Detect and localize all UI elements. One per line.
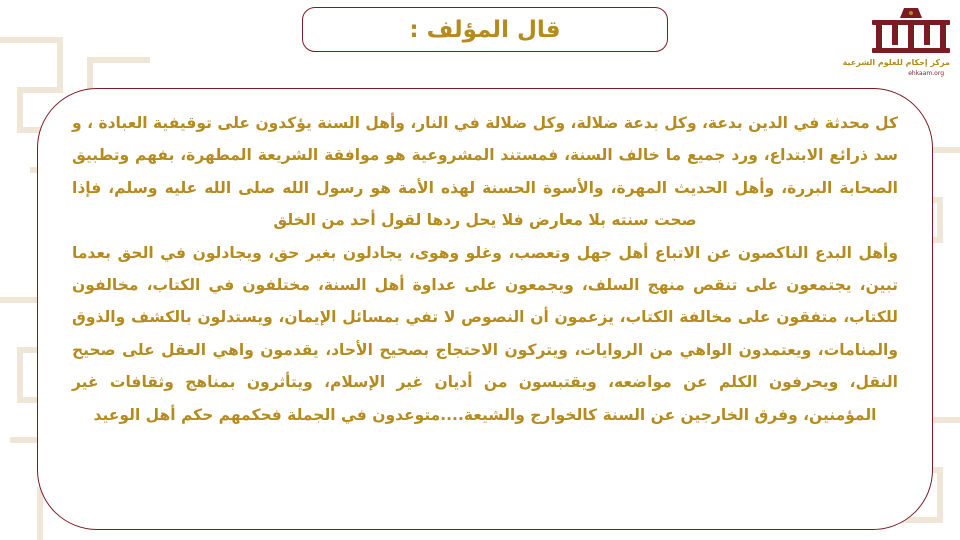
logo (842, 4, 954, 80)
page-title: قال المؤلف : (409, 16, 561, 43)
logo-subtitle-2: ehkaam.org (908, 70, 944, 77)
paragraph-2: وأهل البدع الناكصون عن الاتباع أهل جهل وتعصب، وغلو وهوى، يجادلون بغير حق، ويجادلون في الحق بعدما تبين، يجتمعون على تنقص منهج السلف، ويجمعون على عداوة أهل السنة، مختلفون في الكتاب، مخالفون للكتاب، متفقون على مخالفة الكتاب، يزعمون أن النصوص لا تفي بمسائل الإيمان، ويستدلون بالكشف والذوق والمنامات، ويعتمدون الواهي من الروايات، ويتركون الاحتجاج بصحيح الأحاد، يقدمون واهي العقل على صحيح النقل، ويحرفون الكلم عن مواضعه، ويقتبسون من أديان غير الإسلام، ويتأثرون بمناهج وثقافات غير المؤمنين، وفرق الخارجين عن السنة كالخوارج والشيعة....متوعدون في الجملة فحكمهم حكم أهل الوعيد (72, 243, 898, 424)
content-box (37, 88, 933, 530)
ehkaam-logo-icon (868, 4, 954, 58)
logo-subtitle: مركز إحكام للعلوم الشرعية (842, 58, 950, 67)
paragraph-1: كل محدثة في الدين بدعة، وكل بدعة ضلالة، وكل ضلالة في النار، وأهل السنة يؤكدون على توقيفية العبادة ، و سد ذرائع الابتداع، ورد جميع ما خالف السنة، فمستند المشروعية هو موافقة الشريعة المطهرة، بفهم وتطبيق الصحابة البررة، وأهل الحديث المهرة، والأسوة الحسنة لهذه الأمة هو رسول الله صلى الله عليه وسلم، فإذا صحت سنته بلا معارض فلا يحل ردها لقول أحد من الخلق (72, 114, 898, 230)
title-box (302, 7, 668, 52)
